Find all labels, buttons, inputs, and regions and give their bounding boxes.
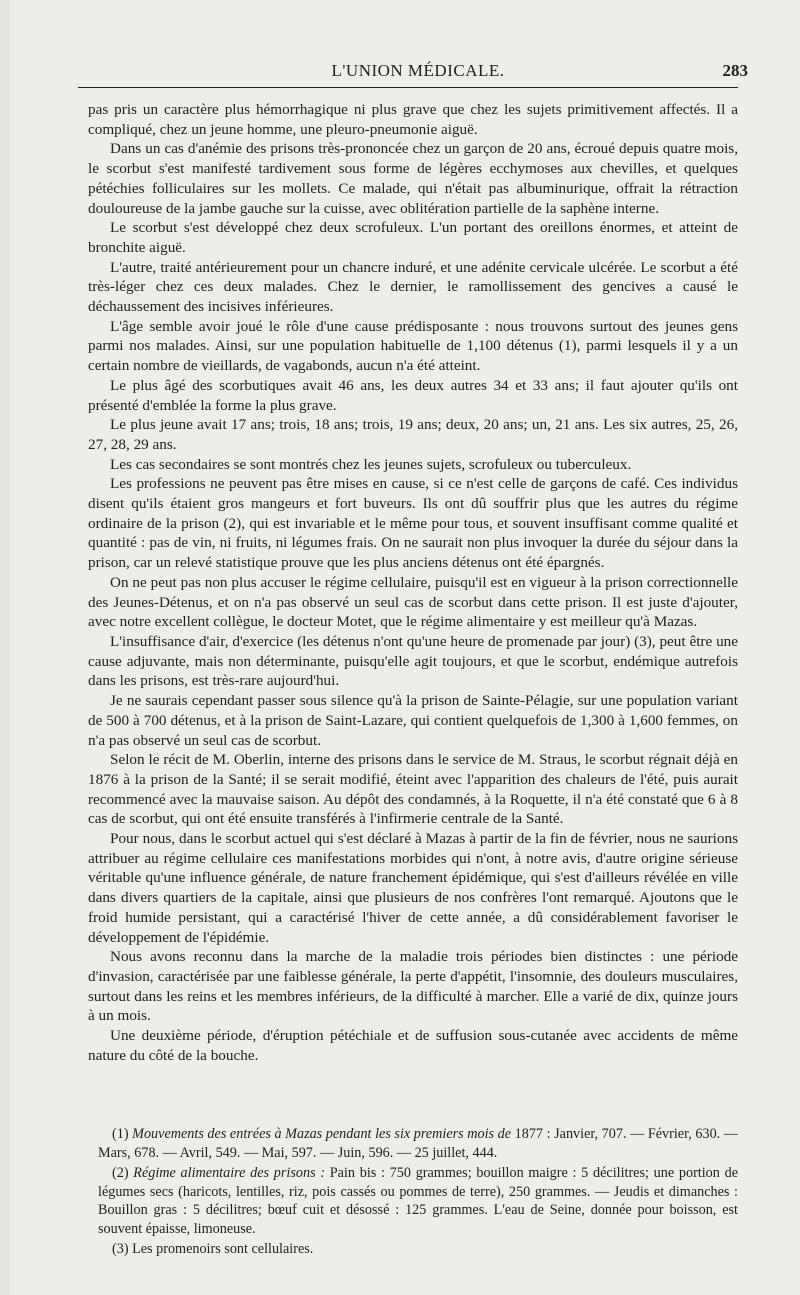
header-rule <box>78 87 738 88</box>
footnote-text: Pain bis : 750 grammes; bouillon maigre : 5 décilitres; une portion de légumes secs (haricots, lentilles, riz, pois cassés ou pommes de terre), 250 grammes. — Jeudis et dimanches : Bouillon gras : 5 décilitres; bœuf cuit et désossé : 125 grammes. L'eau de Seine, donnée pour boisson, est souvent épaisse, limoneuse. <box>98 1165 738 1237</box>
journal-title: L'UNION MÉDICALE. <box>331 61 505 80</box>
footnote-heading: Mouvements des entrées à Mazas pendant les six premiers mois de <box>132 1126 512 1142</box>
footnote-heading: Régime alimentaire des prisons : <box>133 1165 326 1181</box>
paragraph: pas pris un caractère plus hémorrhagique ni plus grave que chez les sujets primitivement affectés. Il a compliqué, chez un jeune homme, une pleuro-pneumonie aiguë. <box>88 101 738 138</box>
paragraph: Dans un cas d'anémie des prisons très-prononcée chez un garçon de 20 ans, écroué depuis quatre mois, le scorbut s'est manifesté tardivement sous forme de légères ecchymoses aux chevilles, et quelques pétéchies folliculaires sur les mollets. Ce malade, qui n'était pas albuminurique, offrait la rétraction douloureuse de la jambe gauche sur la cuisse, avec oblitération partielle de la saphène interne. <box>88 140 738 217</box>
paragraph: Les cas secondaires se sont montrés chez les jeunes sujets, scrofuleux ou tuberculeux. <box>110 455 632 473</box>
paragraph: Le plus âgé des scorbutiques avait 46 ans, les deux autres 34 et 33 ans; il faut ajouter qu'ils ont présenté d'emblée la forme la plus grave. <box>88 376 738 414</box>
paragraph: L'insuffisance d'air, d'exercice (les détenus n'ont qu'une heure de promenade par jour) (3), peut être une cause adjuvante, mais non déterminante, puisqu'elle agit toujours, et que le scorbut, endémique autrefois dans les prisons, est très-rare aujourd'hui. <box>88 632 738 690</box>
footnote-text: Les promenoirs sont cellulaires. <box>132 1241 314 1257</box>
paragraph: Le scorbut s'est développé chez deux scrofuleux. L'un portant des oreillons énormes, et atteint de bronchite aiguë. <box>88 219 738 256</box>
footnote-2 <box>98 1164 738 1238</box>
footnote-3 <box>98 1240 738 1259</box>
page-number: 283 <box>722 61 748 80</box>
footnotes <box>98 1125 738 1261</box>
footnote-1 <box>98 1125 738 1162</box>
paragraph: Une deuxième période, d'éruption pétéchiale et de suffusion sous-cutanée avec accidents de même nature du côté de la bouche. <box>88 1027 738 1064</box>
paragraph: L'âge semble avoir joué le rôle d'une cause prédisposante : nous trouvons surtout des jeunes gens parmi nos malades. Ainsi, sur une population habituelle de 1,100 détenus (1), parmi lesquels il y a un certain nombre de vieillards, de vagabonds, aucun n'a été atteint. <box>88 317 738 375</box>
paragraph: On ne peut pas non plus accuser le régime cellulaire, puisqu'il est en vigueur à la prison correctionnelle des Jeunes-Détenus, et on n'a pas observé un seul cas de scorbut dans cette prison. Il est juste d'ajouter, avec notre excellent collègue, le docteur Motet, que le régime alimentaire y est meilleur qu'à Mazas. <box>88 573 738 631</box>
paragraph: Les professions ne peuvent pas être mises en cause, si ce n'est celle de garçons de café. Ces individus disent qu'ils étaient gros mangeurs et fort buveurs. Ils ont dû souffrir plus que les autres du régime ordinaire de la prison (2), qui est invariable et le même pour tous, et souvent insuffisant comme qualité et quantité : pas de vin, ni fruits, ni légumes frais. On ne saurait non plus invoquer la durée du séjour dans la prison, car un relevé statistique prouve que les plus anciens détenus ont été épargnés. <box>88 475 738 572</box>
footnote-number: (2) <box>112 1165 129 1181</box>
footnote-number: (3) <box>112 1241 129 1257</box>
paragraph: Le plus jeune avait 17 ans; trois, 18 ans; trois, 19 ans; deux, 20 ans; un, 21 ans. Les six autres, 25, 26, 27, 28, 29 ans. <box>88 416 738 453</box>
running-header <box>88 55 748 85</box>
article-body <box>88 100 738 1065</box>
paragraph: Nous avons reconnu dans la marche de la maladie trois périodes bien distinctes : une période d'invasion, caractérisée par une faiblesse générale, la perte d'appétit, l'insomnie, des douleurs musculaires, surtout dans les reins et les membres inférieurs, de la difficulté à marcher. Elle a varié de dix, quinze jours à un mois. <box>88 948 738 1025</box>
paragraph: Pour nous, dans le scorbut actuel qui s'est déclaré à Mazas à partir de la fin de février, nous ne saurions attribuer au régime cellulaire ces manifestations morbides qui n'ont, à notre avis, d'autre origine sérieuse véritable qu'une influence générale, de nature franchement épidémique, qui s'est d'ailleurs révélée en ville dans divers quartiers de la capitale, ainsi que plusieurs de nos confrères l'ont remarqué. Ajoutons que le froid humide persistant, qui a caractérisé l'hiver de cette année, a dû considérablement favoriser le développement de l'épidémie. <box>88 830 738 946</box>
paragraph: Je ne saurais cependant passer sous silence qu'à la prison de Sainte-Pélagie, sur une population variant de 500 à 700 détenus, et à la prison de Saint-Lazare, qui contient quelquefois de 1,300 à 1,600 femmes, on n'a pas observé un seul cas de scorbut. <box>88 692 738 749</box>
paragraph: L'autre, traité antérieurement pour un chancre induré, et une adénite cervicale ulcérée. Le scorbut a été très-léger chez ces deux malades. Chez le dernier, le ramollissement des gencives a causé le déchaussement des incisives inférieures. <box>88 258 738 316</box>
footnote-text: 1877 : Janvier, 707. — Février, 630. — Mars, 678. — Avril, 549. — Mai, 597. — Juin, 596. — 25 juillet, 444. <box>98 1126 738 1161</box>
paragraph: Selon le récit de M. Oberlin, interne des prisons dans le service de M. Straus, le scorbut régnait déjà en 1876 à la prison de la Santé; il se serait modifié, éteint avec l'apparition des chaleurs de l'été, puis aurait recommencé avec la mauvaise saison. Au dépôt des condamnés, à la Roquette, il n'a été constaté que 6 à 8 cas de scorbut, qui ont été ensuite transférés à l'infirmerie centrale de la Santé. <box>88 751 738 828</box>
footnote-number: (1) <box>112 1126 129 1142</box>
